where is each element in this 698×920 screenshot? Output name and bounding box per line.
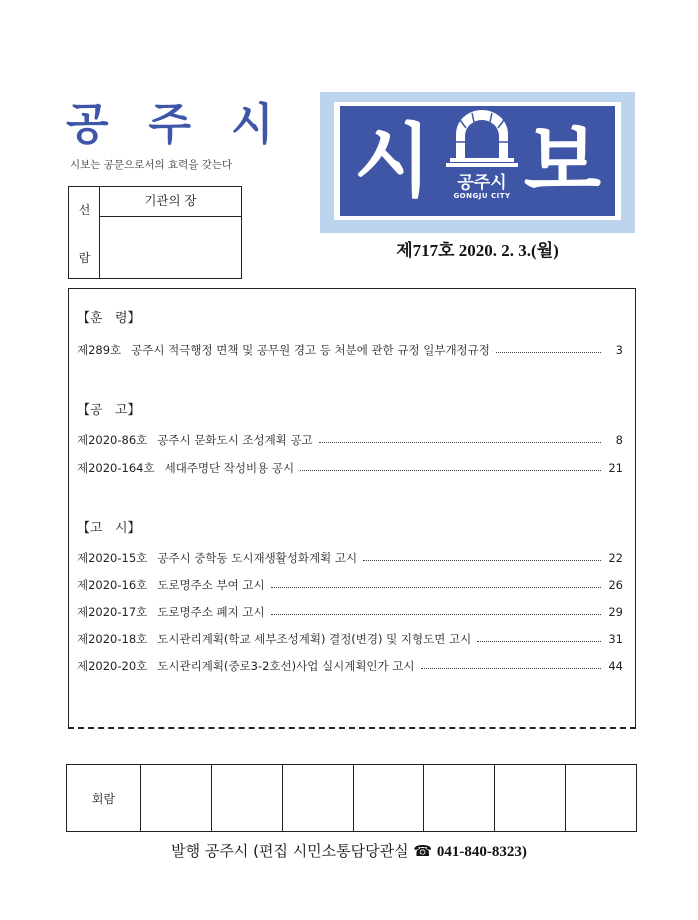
entry-page: 21 <box>608 461 623 475</box>
phone-number: 041-840-8323) <box>436 844 527 860</box>
table-of-contents <box>68 288 636 729</box>
dot-leader <box>363 560 601 561</box>
logo-blue-panel <box>340 106 615 216</box>
review-signature-cell <box>212 765 283 831</box>
dot-leader <box>421 668 601 669</box>
dot-leader <box>300 470 601 471</box>
section-heading-gonggo: 【공 고】 <box>77 403 141 418</box>
logo-char-si: 시 <box>354 115 432 208</box>
logo-city-name-en: GONGJU CITY <box>453 192 511 200</box>
toc-entry[interactable] <box>77 341 623 359</box>
publisher-text: 발행 공주시 (편집 시민소통담당관실 <box>171 842 409 860</box>
toc-entry[interactable] <box>77 459 623 477</box>
toc-entry[interactable] <box>77 549 623 567</box>
subtitle: 시보는 공문으로서의 효력을 갖는다 <box>70 159 233 171</box>
entry-title: 세대주명단 작성비용 공시 <box>164 461 295 475</box>
dot-leader <box>271 587 601 588</box>
review-signature-cell <box>283 765 354 831</box>
review-signature-cell <box>566 765 636 831</box>
logo-city-name-ko: 공주시 <box>457 173 507 193</box>
toc-entry[interactable] <box>77 630 623 648</box>
entry-page: 22 <box>608 551 623 565</box>
phone-icon: ☎ <box>413 842 433 860</box>
toc-entry[interactable] <box>77 657 623 675</box>
review-signature-cell <box>424 765 495 831</box>
entry-number: 제2020-16호 <box>77 578 148 592</box>
logo-white-frame <box>334 102 621 220</box>
entry-title: 공주시 문화도시 조성계획 공고 <box>157 433 313 447</box>
toc-entry[interactable] <box>77 431 623 449</box>
entry-number: 제2020-164호 <box>77 461 155 475</box>
entry-page: 3 <box>615 343 623 357</box>
gongju-emblem <box>442 110 522 214</box>
city-title: 공주시 <box>66 99 314 150</box>
entry-title: 공주시 중학동 도시재생활성화계획 고시 <box>157 551 358 565</box>
review-signature-cell <box>354 765 425 831</box>
entry-page: 8 <box>615 433 623 447</box>
entry-page: 31 <box>608 632 623 646</box>
entry-page: 26 <box>608 578 623 592</box>
entry-page: 44 <box>608 659 623 673</box>
logo-char-bo: 보 <box>523 115 601 208</box>
approval-label-top: 선 <box>78 203 91 217</box>
entry-number: 제2020-18호 <box>77 632 148 646</box>
review-signature-cell <box>141 765 212 831</box>
entry-page: 29 <box>608 605 623 619</box>
publisher-footer <box>0 840 698 861</box>
review-circulation-table <box>66 764 637 832</box>
entry-title: 도시관리계획(중로3-2호선)사업 실시계획인가 고시 <box>157 659 415 673</box>
approval-label-bottom: 람 <box>78 251 91 265</box>
entry-title: 도시관리계획(학교 세부조성계획) 결정(변경) 및 지형도면 고시 <box>157 632 472 646</box>
review-signature-cell <box>495 765 566 831</box>
entry-title: 도로명주소 부여 고시 <box>157 578 265 592</box>
entry-number: 제2020-15호 <box>77 551 148 565</box>
approval-box <box>68 186 242 279</box>
entry-number: 제2020-20호 <box>77 659 148 673</box>
section-heading-gosi: 【고 시】 <box>77 521 141 536</box>
arch-gate-icon <box>442 110 522 168</box>
entry-number: 제289호 <box>77 343 122 357</box>
toc-entry[interactable] <box>77 576 623 594</box>
approval-header: 기관의 장 <box>100 187 241 217</box>
issue-number-date: 제717호 2020. 2. 3.(월) <box>396 241 559 260</box>
dot-leader <box>477 641 601 642</box>
dot-leader <box>319 442 601 443</box>
dot-leader <box>271 614 601 615</box>
entry-number: 제2020-86호 <box>77 433 148 447</box>
entry-title: 도로명주소 폐지 고시 <box>157 605 265 619</box>
entry-number: 제2020-17호 <box>77 605 148 619</box>
city-bulletin-logo <box>320 92 635 233</box>
review-label: 회람 <box>67 765 141 831</box>
dot-leader <box>496 352 601 353</box>
entry-title: 공주시 적극행정 면책 및 공무원 경고 등 처분에 관한 규정 일부개정규정 <box>131 343 490 357</box>
toc-entry[interactable] <box>77 603 623 621</box>
section-heading-hunryeong: 【훈 령】 <box>77 311 141 326</box>
